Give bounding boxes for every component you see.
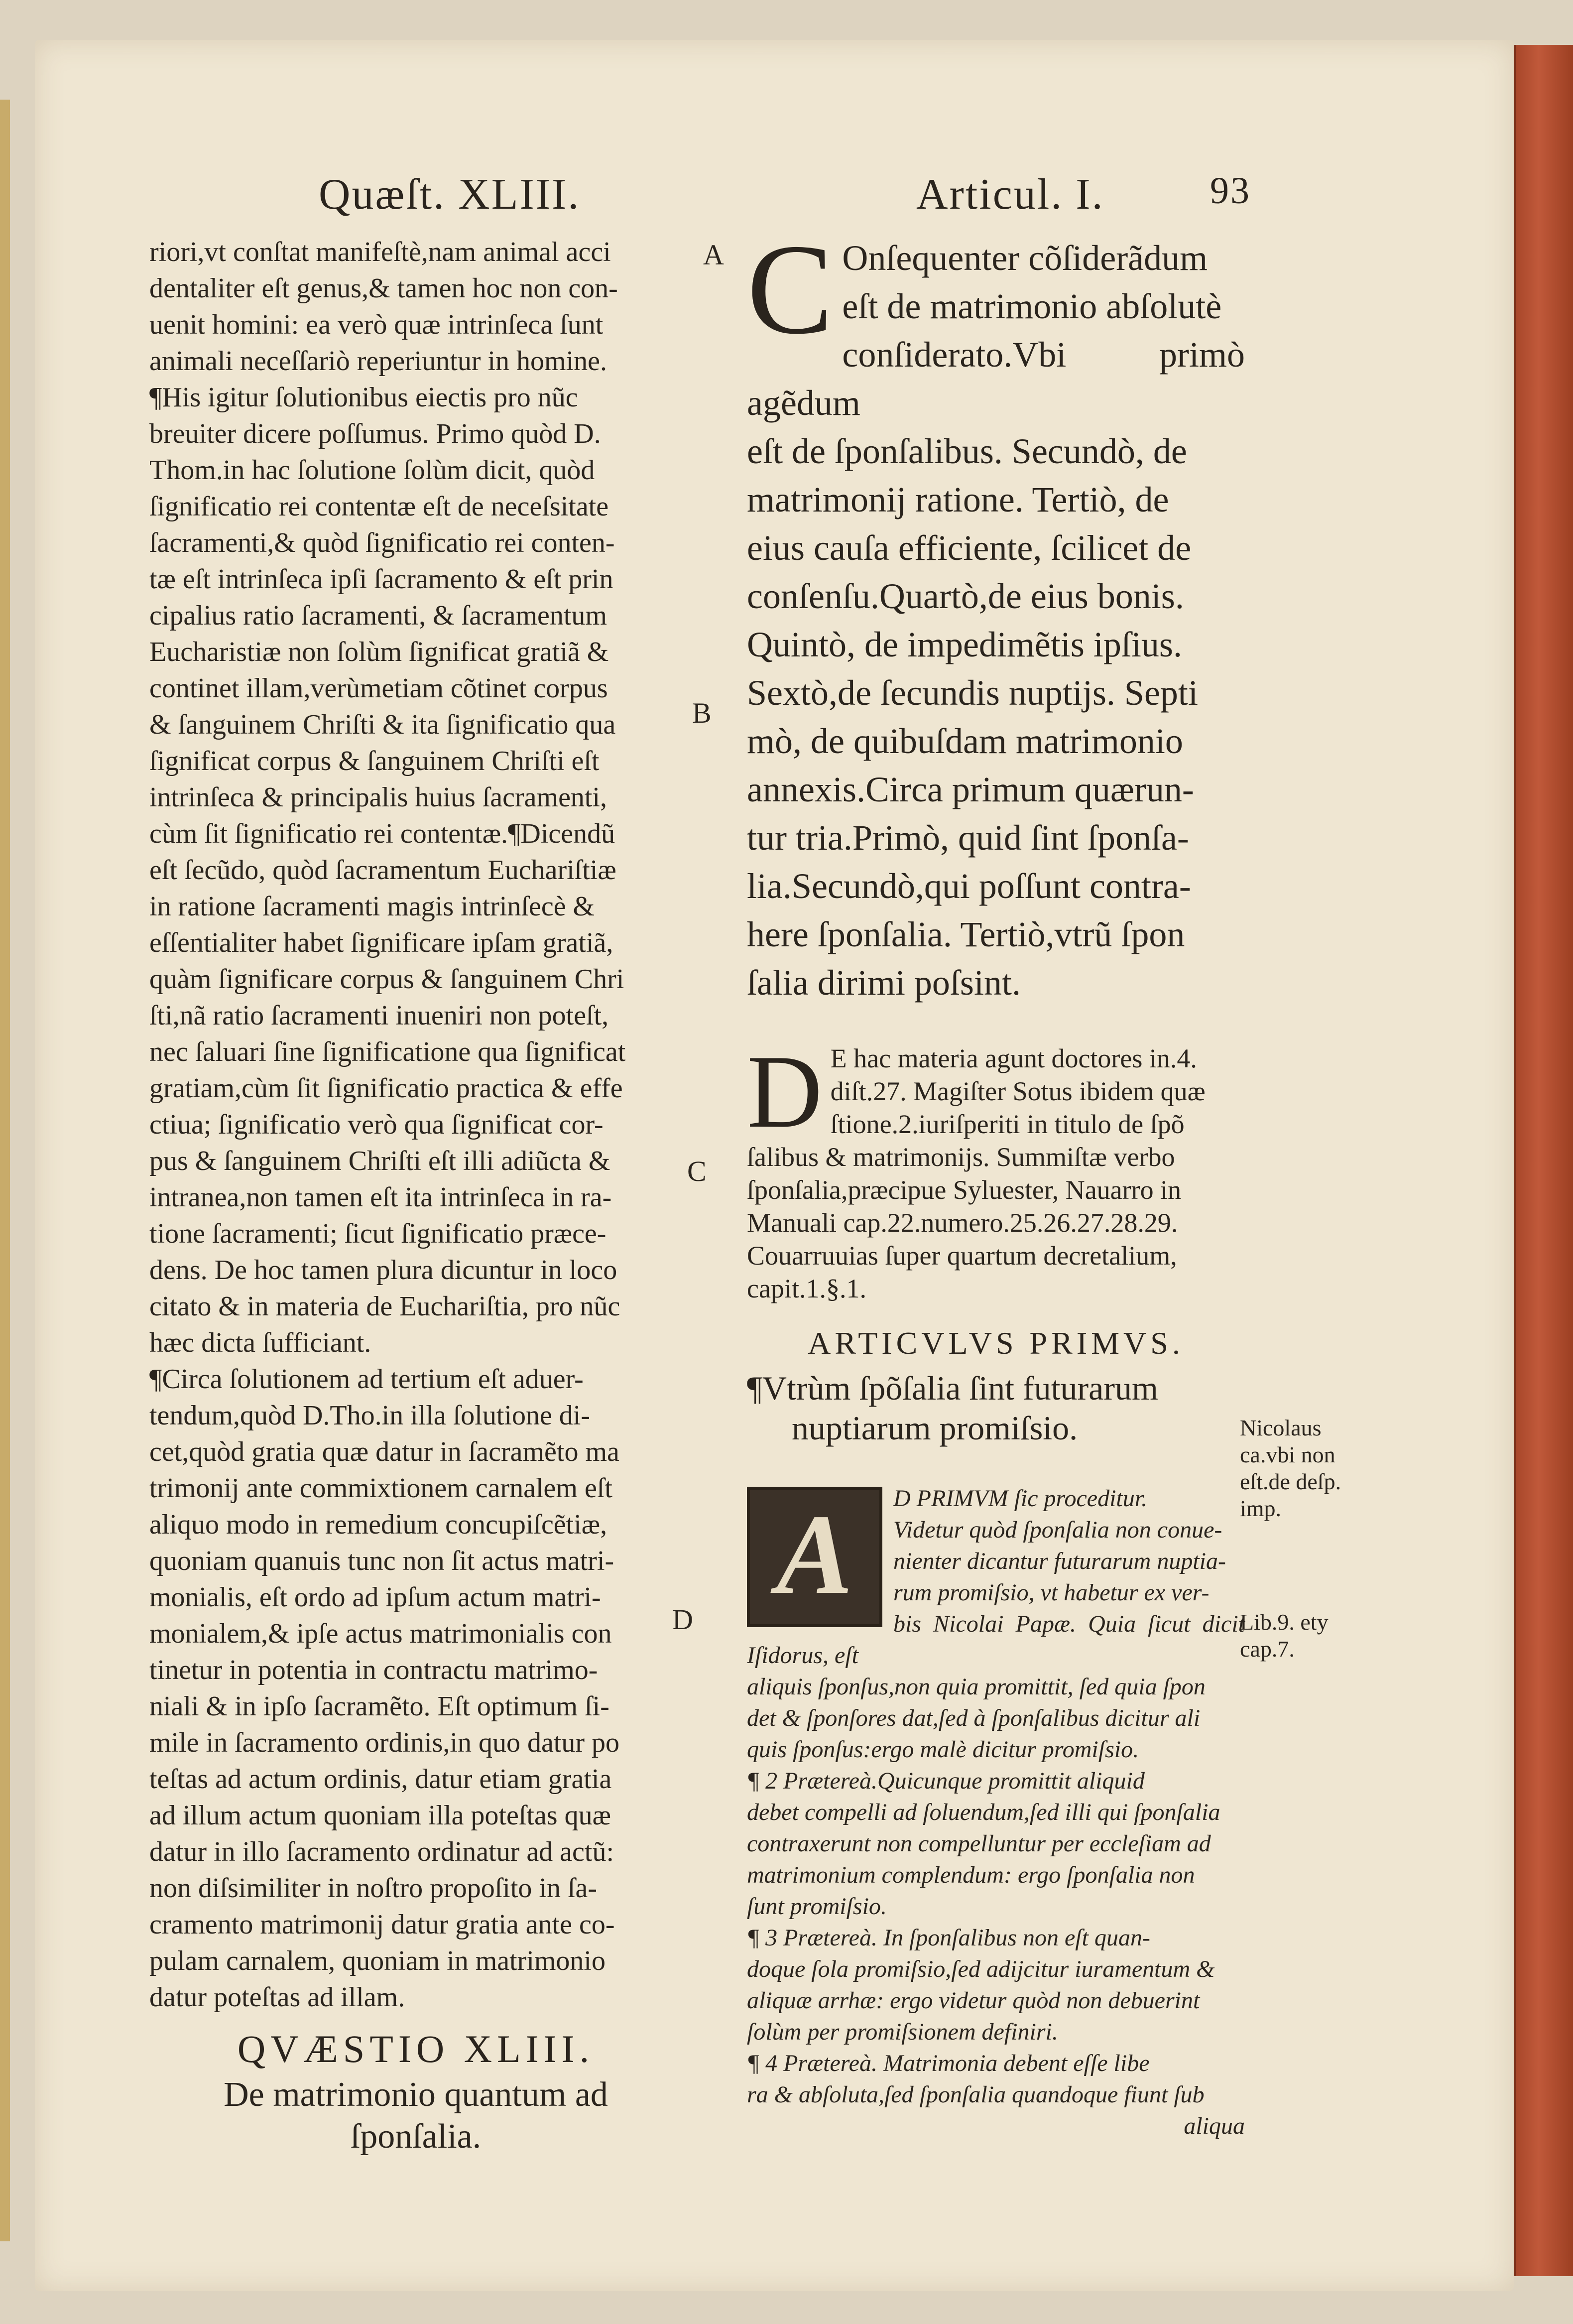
intro-line: conſenſu.Quartò,de eius bonis. [747,576,1184,616]
text-line: gratiam,cùm ſit ſignificatio practica & effe [149,1073,623,1104]
objection-line: ¶ 2 Prætereà.Quicunque promittit aliquid [747,1768,1145,1794]
ornamental-initial-letter: A [776,1491,853,1618]
text-line: ¶His igitur ſolutionibus eiectis pro nũc [149,382,578,413]
reference-line: capit.1.§.1. [747,1274,866,1303]
text-line: non diſsimiliter in noſtro propoſito in ſa- [149,1873,598,1904]
text-line: aliquo modo in remedium concupiſcẽtiæ, [149,1509,607,1540]
text-line: datur in illo ſacramento ordinatur ad actũ: [149,1836,614,1867]
margin-note-line: Nicolaus [1240,1415,1322,1440]
drop-cap-c: C [747,218,834,361]
left-text-lines [149,234,682,2016]
text-line: & ſanguinem Chriſti & ita ſignificatio qua [149,709,616,740]
objection-line: bis Nicolai Papæ. Quia ſicut dicit Iſidorus, eſt [747,1611,1245,1669]
text-line: niali & in ipſo ſacramẽto. Eſt optimum ſi- [149,1691,609,1722]
section-letter-c: C [687,1155,707,1187]
text-line: monialis, eſt ordo ad ipſum actum matri- [149,1582,601,1613]
text-line: trimonij ante commixtionem carnalem eſt [149,1473,612,1504]
objection-line: ¶ 3 Prætereà. In ſponſalibus non eſt quan- [747,1925,1150,1951]
question-subtitle-line: ſponſalia. [350,2117,482,2156]
article-question [747,1368,1245,1448]
objection-line: rum promiſsio, vt habetur ex ver- [893,1579,1210,1606]
text-line: in ratione ſacramenti magis intrinſecè & [149,891,595,922]
intro-line: annexis.Circa primum quærun- [747,770,1194,809]
objection-line: ra & abſoluta,ſed ſponſalia quandoque fiunt ſub [747,2081,1205,2108]
text-line: cipalius ratio ſacramenti, & ſacramentum [149,600,607,631]
section-letter-a: A [703,239,724,271]
article-title: ARTICVLVS PRIMVS. [808,1325,1184,1361]
margin-note-etymology [1240,1609,1329,1663]
objection-line: det & ſponſores dat,ſed à ſponſalibus dicitur ali [747,1705,1201,1731]
text-line: tendum,quòd D.Tho.in illa ſolutione di- [149,1400,591,1431]
objection-line: quis ſponſus:ergo malè dicitur promiſsio. [747,1736,1139,1763]
margin-note-line: Lib.9. ety [1240,1609,1329,1635]
text-line: mile in ſacramento ordinis,in quo datur po [149,1727,620,1758]
reference-line: ſponſalia,præcipue Syluester, Nauarro in [747,1175,1182,1205]
intro-line: eius cauſa efficiente, ſcilicet de [747,528,1192,568]
left-column [149,234,682,2158]
text-line: intrinſeca & principalis huius ſacramenti, [149,782,607,813]
objection-line: ¶ 4 Prætereà. Matrimonia debent eſſe libe [747,2050,1150,2076]
catchword: aliqua [1184,2113,1245,2139]
section-letter-b: B [692,697,712,729]
text-line: riori,vt conſtat manifeſtè,nam animal acci [149,237,611,267]
red-fore-edge [1514,45,1573,2276]
objection-line: doque ſola promiſsio,ſed adijcitur iuramentum & [747,1956,1215,1982]
section-letter-d: D [672,1603,693,1636]
text-line: quàm ſignificare corpus & ſanguinem Chri [149,964,624,995]
text-line: uenit homini: ea verò quæ intrinſeca ſunt [149,309,604,340]
question-title: QVÆSTIO XLIII. [237,2027,595,2070]
margin-note-line: imp. [1240,1496,1282,1521]
text-line: Thom.in hac ſolutione ſolùm dicit, quòd [149,455,595,486]
text-line: cramento matrimonij datur gratia ante co- [149,1909,615,1940]
objection-line: ſunt promiſsio. [747,1893,887,1920]
intro-line: eſt de matrimonio abſolutè [842,286,1222,326]
intro-line: lia.Secundò,qui poſſunt contra- [747,866,1191,906]
running-header-left: Quæſt. XLIII. [319,170,581,219]
text-line: eſſentialiter habet ſignificare ipſam gratiã, [149,927,613,958]
references-paragraph [747,1034,1245,1305]
margin-note-line: ca.vbi non [1240,1442,1335,1467]
text-line: pulam carnalem, quoniam in matrimonio [149,1945,605,1976]
text-line: ctiua; ſignificatio verò qua ſignificat cor- [149,1109,604,1140]
reference-line: E hac materia agunt doctores in.4. [830,1043,1197,1073]
objection-line: contraxerunt non compelluntur per eccleſiam ad [747,1830,1211,1857]
text-line: dentaliter eſt genus,& tamen hoc non con- [149,273,618,304]
objection-line: nienter dicantur futurarum nuptia- [893,1548,1226,1574]
text-line: citato & in materia de Euchariſtia, pro nũc [149,1291,620,1322]
text-line: quoniam quanuis tunc non ſit actus matri- [149,1546,614,1576]
ornamental-initial-a [747,1487,882,1627]
reference-line: Manuali cap.22.numero.25.26.27.28.29. [747,1208,1178,1238]
question-subtitle [149,2074,682,2158]
intro-line: matrimonij ratione. Tertiò, de [747,480,1169,519]
question-subtitle-line: De matrimonio quantum ad [224,2075,608,2114]
intro-line: mò, de quibuſdam matrimonio [747,721,1183,761]
text-line: breuiter dicere poſſumus. Primo quòd D. [149,418,601,449]
margin-note-nicolaus [1240,1415,1341,1522]
text-line: continet illam,verùmetiam cõtinet corpus [149,673,608,704]
reference-line: ſtione.2.iuriſperiti in titulo de ſpõ [830,1109,1185,1139]
objection-line: ſolùm per promiſsionem definiri. [747,2019,1058,2045]
text-line: tione ſacramenti; ſicut ſignificatio præce- [149,1218,606,1249]
text-line: nec ſaluari ſine ſignificatione qua ſignificat [149,1036,626,1067]
reference-line: ſalibus & matrimonijs. Summiſtæ verbo [747,1142,1175,1172]
intro-line: tur tria.Primò, quid ſint ſponſa- [747,818,1189,858]
running-header-right: Articul. I. [916,170,1104,219]
intro-line: conſiderato.Vbi primò agẽdum [747,335,1245,423]
article-question-line: nuptiarum promiſsio. [792,1409,1078,1447]
text-line: datur poteſtas ad illam. [149,1982,405,2013]
objection-line: debet compelli ad ſoluendum,ſed illi qui ſponſalia [747,1799,1220,1825]
text-line: ſacramenti,& quòd ſignificatio rei conten- [149,527,615,558]
objection-line: Videtur quòd ſponſalia non conue- [893,1517,1222,1543]
text-line: ſignificat corpus & ſanguinem Chriſti eſt [149,746,600,776]
text-line: Eucharistiæ non ſolùm ſignificat gratiã & [149,637,609,667]
page-number: 93 [1210,170,1251,212]
text-line: teſtas ad actum ordinis, datur etiam gratia [149,1764,612,1795]
text-line: tæ eſt intrinſeca ipſi ſacramento & eſt prin [149,564,613,595]
reference-line: diſt.27. Magiſter Sotus ibidem quæ [830,1076,1206,1106]
text-line: monialem,& ipſe actus matrimonialis con [149,1618,612,1649]
text-line: ¶Circa ſolutionem ad tertium eſt aduer- [149,1364,584,1395]
text-line: tinetur in potentia in contractu matrimo- [149,1655,598,1685]
objection-line: aliquis ſponſus,non quia promittit, ſed quia ſpon [747,1674,1206,1700]
text-line: ſti,nã ratio ſacramenti inueniri non poteſt, [149,1000,609,1031]
text-line: dens. De hoc tamen plura dicuntur in loco [149,1255,617,1286]
margin-note-line: cap.7. [1240,1636,1295,1662]
article-question-line: ¶Vtrùm ſpõſalia ſint futurarum [747,1369,1158,1407]
text-line: intranea,non tamen eſt ita intrinſeca in ra- [149,1182,612,1213]
text-line: cùm ſit ſignificatio rei contentæ.¶Dicendũ [149,818,615,849]
objection-line: aliquæ arrhæ: ergo videtur quòd non debuerint [747,1987,1200,2014]
intro-line: ſalia dirimi poſsint. [747,963,1021,1003]
intro-line: Onſequenter cõſiderãdum [842,238,1208,278]
objection-line: matrimonium complendum: ergo ſponſalia non [747,1862,1195,1888]
text-line: eſt ſecũdo, quòd ſacramentum Euchariſtiæ [149,855,616,886]
text-line: pus & ſanguinem Chriſti eſt illi adiũcta & [149,1146,610,1176]
text-line: ſignificatio rei contentæ eſt de neceſsitate [149,491,609,522]
intro-line: Quintò, de impedimẽtis ipſius. [747,625,1182,664]
text-line: cet,quòd gratia quæ datur in ſacramẽto ma [149,1436,619,1467]
text-line: ad illum actum quoniam illa poteſtas quæ [149,1800,611,1831]
objections-paragraph [747,1483,1245,2142]
text-line: animali neceſſariò reperiuntur in homine. [149,346,607,377]
binding-edge [0,100,10,2241]
drop-cap-d: D [747,1034,823,1150]
margin-note-line: eſt.de deſp. [1240,1469,1341,1494]
intro-paragraph [747,218,1245,1007]
intro-line: eſt de ſponſalibus. Secundò, de [747,431,1187,471]
intro-line: here ſponſalia. Tertiò,vtrũ ſpon [747,914,1185,954]
intro-line: Sextò,de ſecundis nuptijs. Septi [747,673,1198,713]
right-column [747,218,1245,2142]
reference-line: Couarruuias ſuper quartum decretalium, [747,1241,1177,1271]
text-line: hæc dicta ſufficiant. [149,1327,371,1358]
objection-line: D PRIMVM ſic proceditur. [893,1485,1148,1512]
